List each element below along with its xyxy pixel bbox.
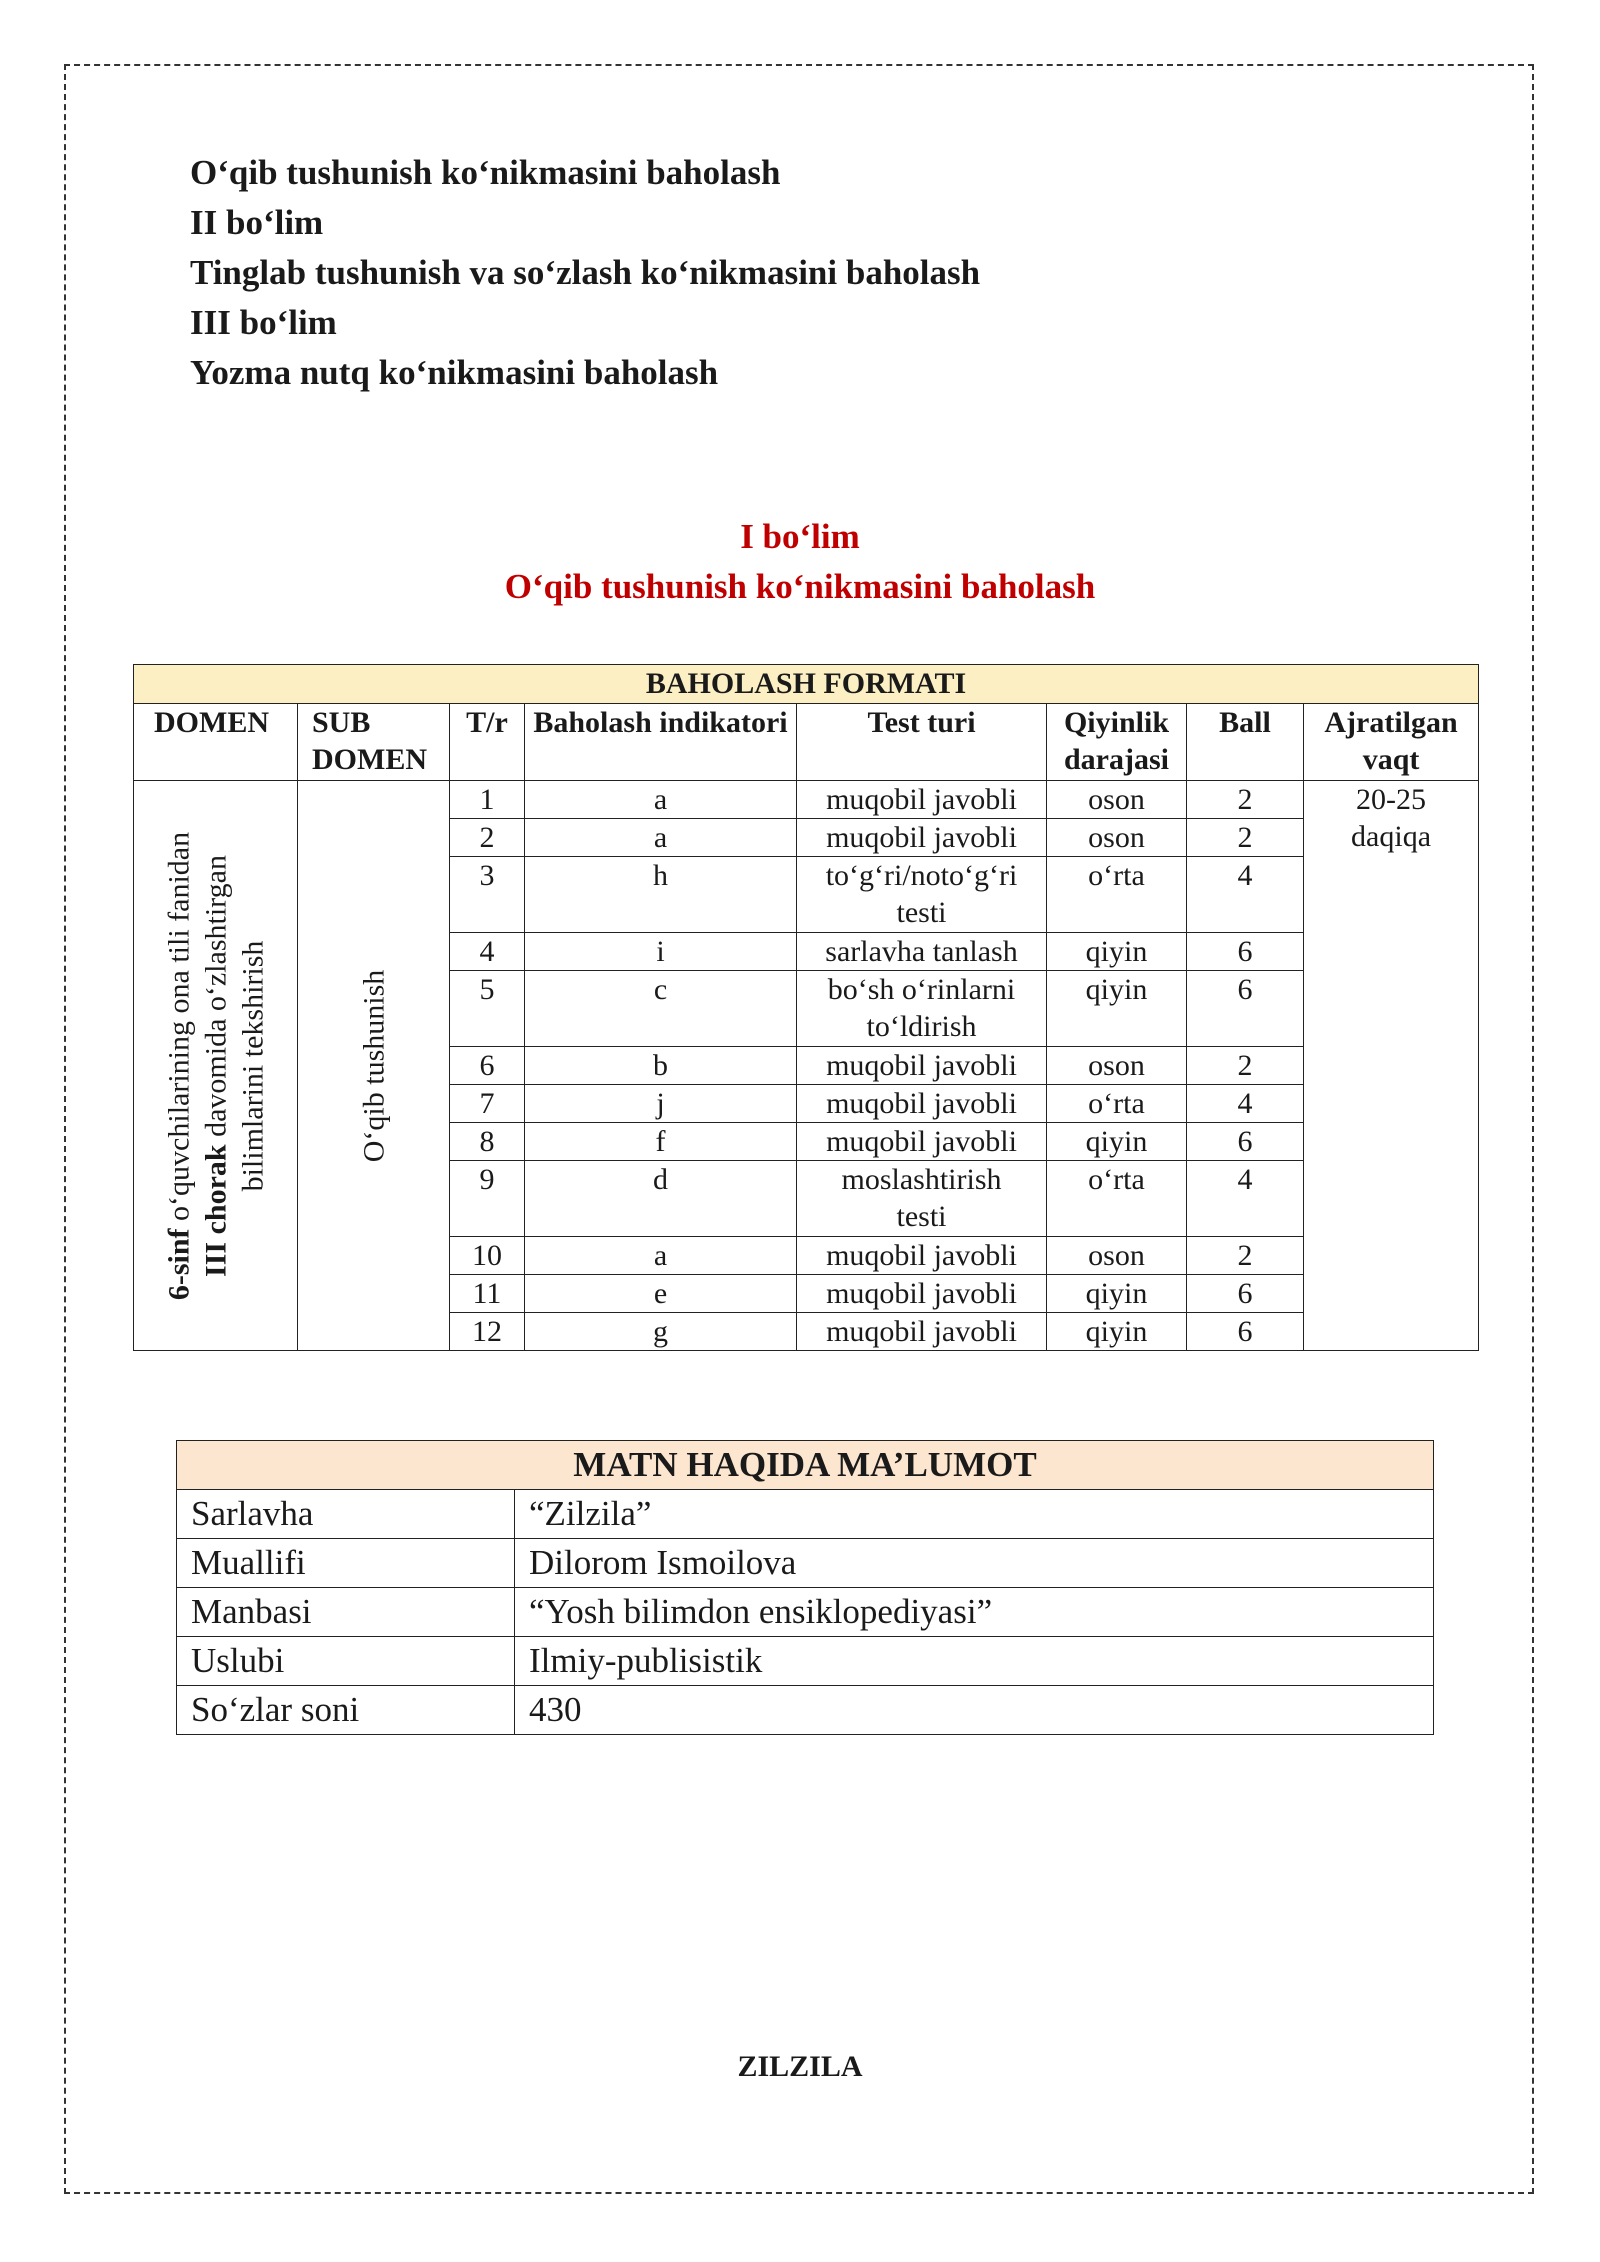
cell-ball: 6	[1187, 1275, 1304, 1313]
cell-ball: 4	[1187, 857, 1304, 933]
header-tr: T/r	[450, 704, 525, 781]
header-test-turi: Test turi	[797, 704, 1047, 781]
cell-indikator: f	[525, 1123, 797, 1161]
cell-qiyinlik: oson	[1047, 1237, 1187, 1275]
vaqt-value: 20-25	[1356, 783, 1427, 816]
cell-test-turi: muqobil javobli	[797, 1047, 1047, 1085]
table-row	[177, 1490, 1434, 1539]
vaqt-cell	[1304, 781, 1479, 1351]
cell-qiyinlik: o‘rta	[1047, 857, 1187, 933]
assessment-format-table	[133, 664, 1479, 1351]
cell-tr: 3	[450, 857, 525, 933]
table-of-contents	[190, 148, 980, 398]
cell-indikator: a	[525, 819, 797, 857]
table-row	[177, 1686, 1434, 1735]
cell-tr: 1	[450, 781, 525, 819]
cell-test-turi: muqobil javobli	[797, 1313, 1047, 1351]
vaqt-unit: daqiqa	[1351, 820, 1432, 853]
cell-ball: 6	[1187, 971, 1304, 1047]
info-value: “Yosh bilimdon ensiklopediyasi”	[515, 1588, 1434, 1637]
cell-test-turi: muqobil javobli	[797, 1123, 1047, 1161]
cell-test-turi: bo‘sh o‘rinlarni to‘ldirish	[797, 971, 1047, 1047]
info-value: 430	[515, 1686, 1434, 1735]
format-table-title: BAHOLASH FORMATI	[134, 665, 1479, 704]
cell-tr: 9	[450, 1161, 525, 1237]
info-label: Sarlavha	[177, 1490, 515, 1539]
info-label: Muallifi	[177, 1539, 515, 1588]
cell-tr: 8	[450, 1123, 525, 1161]
cell-ball: 2	[1187, 1047, 1304, 1085]
cell-tr: 12	[450, 1313, 525, 1351]
cell-tr: 7	[450, 1085, 525, 1123]
cell-indikator: a	[525, 1237, 797, 1275]
text-title: ZILZILA	[737, 2050, 863, 2083]
info-value: “Zilzila”	[515, 1490, 1434, 1539]
cell-test-turi: muqobil javobli	[797, 819, 1047, 857]
cell-indikator: g	[525, 1313, 797, 1351]
cell-qiyinlik: oson	[1047, 819, 1187, 857]
cell-tr: 10	[450, 1237, 525, 1275]
cell-indikator: c	[525, 971, 797, 1047]
cell-indikator: i	[525, 933, 797, 971]
cell-indikator: a	[525, 781, 797, 819]
table-row	[177, 1539, 1434, 1588]
info-label: Uslubi	[177, 1637, 515, 1686]
toc-line: O‘qib tushunish ko‘nikmasini baholash	[190, 153, 781, 192]
section-part-label: I bo‘lim	[740, 517, 860, 556]
cell-qiyinlik: oson	[1047, 781, 1187, 819]
cell-test-turi: moslashtirish testi	[797, 1161, 1047, 1237]
cell-ball: 2	[1187, 781, 1304, 819]
cell-tr: 11	[450, 1275, 525, 1313]
cell-test-turi: sarlavha tanlash	[797, 933, 1047, 971]
domen-text: 6-sinf o‘quvchilarining ona tili fanidan III chorak davomida o‘zlashtirgan bilimlarini tekshirish	[162, 831, 269, 1300]
header-sub-domen: SUB DOMEN	[298, 704, 450, 781]
cell-tr: 6	[450, 1047, 525, 1085]
header-domen: DOMEN	[134, 704, 298, 781]
cell-qiyinlik: qiyin	[1047, 971, 1187, 1047]
cell-tr: 5	[450, 971, 525, 1047]
domen-cell	[134, 781, 298, 1351]
info-label: Manbasi	[177, 1588, 515, 1637]
toc-line: II bo‘lim	[190, 203, 324, 242]
toc-line: Yozma nutq ko‘nikmasini baholash	[190, 353, 719, 392]
cell-indikator: d	[525, 1161, 797, 1237]
header-vaqt: Ajratilgan vaqt	[1304, 704, 1479, 781]
table-row	[177, 1637, 1434, 1686]
cell-ball: 6	[1187, 933, 1304, 971]
cell-qiyinlik: qiyin	[1047, 1123, 1187, 1161]
cell-ball: 4	[1187, 1085, 1304, 1123]
cell-qiyinlik: qiyin	[1047, 1313, 1187, 1351]
cell-qiyinlik: oson	[1047, 1047, 1187, 1085]
cell-ball: 2	[1187, 819, 1304, 857]
info-label: So‘zlar soni	[177, 1686, 515, 1735]
text-info-table	[176, 1440, 1434, 1735]
info-value: Dilorom Ismoilova	[515, 1539, 1434, 1588]
cell-tr: 2	[450, 819, 525, 857]
cell-qiyinlik: o‘rta	[1047, 1161, 1187, 1237]
info-value: Ilmiy-publisistik	[515, 1637, 1434, 1686]
cell-ball: 2	[1187, 1237, 1304, 1275]
cell-ball: 6	[1187, 1313, 1304, 1351]
section-title: O‘qib tushunish ko‘nikmasini baholash	[504, 567, 1096, 606]
cell-tr: 4	[450, 933, 525, 971]
cell-test-turi: muqobil javobli	[797, 781, 1047, 819]
cell-ball: 6	[1187, 1123, 1304, 1161]
cell-indikator: b	[525, 1047, 797, 1085]
info-table-title: MATN HAQIDA MA’LUMOT	[177, 1441, 1434, 1490]
section-heading	[0, 512, 1600, 612]
header-qiyinlik: Qiyinlik darajasi	[1047, 704, 1187, 781]
toc-line: Tinglab tushunish va so‘zlash ko‘nikmasini baholash	[190, 253, 981, 292]
sub-domen-cell	[298, 781, 450, 1351]
cell-qiyinlik: o‘rta	[1047, 1085, 1187, 1123]
table-row	[177, 1588, 1434, 1637]
header-ball: Ball	[1187, 704, 1304, 781]
cell-indikator: j	[525, 1085, 797, 1123]
cell-test-turi: muqobil javobli	[797, 1085, 1047, 1123]
header-indikator: Baholash indikatori	[525, 704, 797, 781]
cell-indikator: h	[525, 857, 797, 933]
cell-test-turi: to‘g‘ri/noto‘g‘ri testi	[797, 857, 1047, 933]
toc-line: III bo‘lim	[190, 303, 337, 342]
cell-test-turi: muqobil javobli	[797, 1275, 1047, 1313]
cell-test-turi: muqobil javobli	[797, 1237, 1047, 1275]
cell-qiyinlik: qiyin	[1047, 933, 1187, 971]
cell-indikator: e	[525, 1275, 797, 1313]
sub-domen-text: O‘qib tushunish	[357, 969, 390, 1162]
cell-ball: 4	[1187, 1161, 1304, 1237]
cell-qiyinlik: qiyin	[1047, 1275, 1187, 1313]
